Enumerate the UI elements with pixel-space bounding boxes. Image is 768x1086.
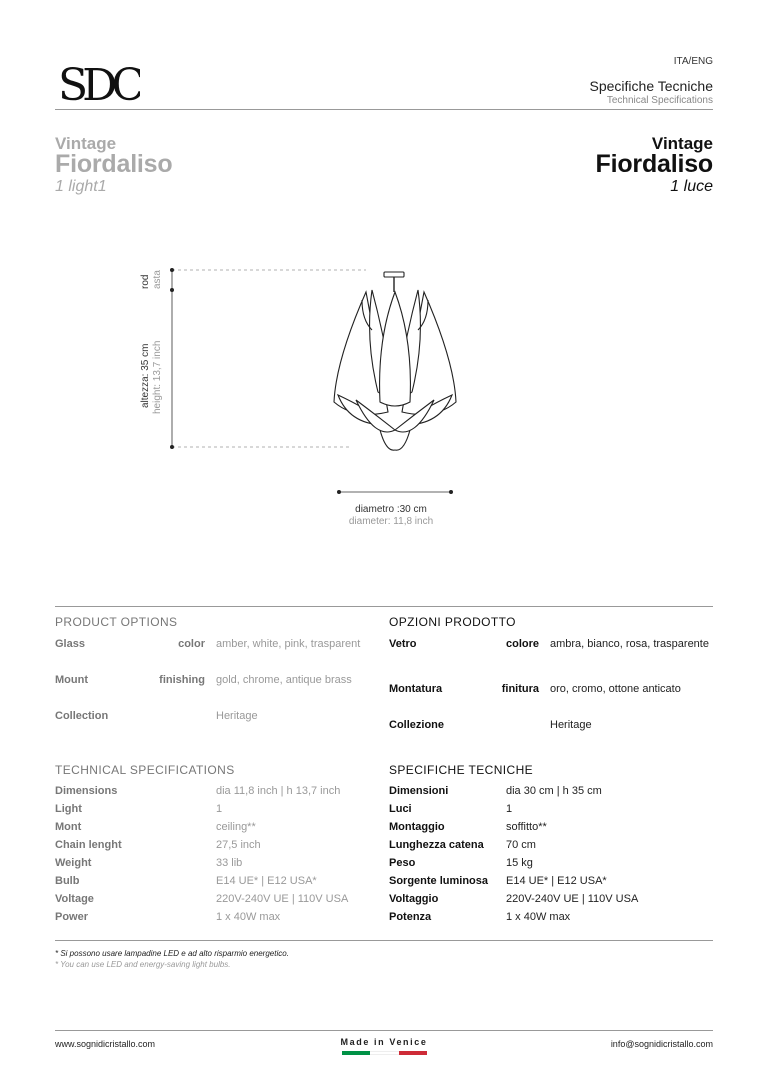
spec-value: E14 UE* | E12 USA* [216,875,317,887]
spec-label: Voltage [55,893,94,905]
spec-value: E14 UE* | E12 USA* [506,875,607,887]
spec-label: Bulb [55,875,80,887]
spec-value: 70 cm [506,839,536,851]
opzione-label: Montatura [389,683,443,695]
spec-label: Power [55,911,89,923]
flag-stripe-green [342,1051,370,1055]
opzione-value: oro, cromo, ottone anticato [550,683,681,695]
spec-label: Sorgente luminosa [389,875,489,887]
made-in-venice: Made in Venice [340,1037,428,1047]
spec-label: Voltaggio [389,893,439,905]
spec-label: Peso [389,857,416,869]
rod-label-en: asta [152,270,163,289]
height-label-it: altezza: 35 cm [140,343,151,408]
title-en-kicker: Vintage [55,134,117,153]
spec-label: Montaggio [389,821,445,833]
option-mid: color [178,638,205,650]
language-switch[interactable]: ITA/ENG [673,56,713,67]
flag-stripe-red [399,1051,427,1055]
spec-value: 220V-240V UE | 110V USA [506,893,639,905]
svg-text:SDC: SDC [58,60,140,108]
spec-label: Dimensioni [389,785,449,797]
title-it-name: Fiordaliso [595,150,713,178]
diameter-label-it: diametro :30 cm [355,504,427,515]
spec-value: 15 kg [506,857,533,869]
footnote-it: * Si possono usare lampadine LED e ad alto risparmio energetico. [55,949,289,958]
option-label: Glass [55,638,85,650]
spec-label: Dimensions [55,785,118,797]
spec-value: ceiling** [216,821,256,833]
spec-value: 220V-240V UE | 110V USA [216,893,349,905]
spec-label: Mont [55,821,82,833]
opzione-mid: finitura [501,683,539,695]
brand-logo [58,58,140,108]
spec-label: Chain lenght [55,839,122,851]
spec-value: soffitto** [506,821,547,833]
option-value: Heritage [216,710,258,722]
opzione-label: Vetro [389,638,417,650]
spec-label: Potenza [389,911,432,923]
header-divider [55,109,713,110]
opzione-mid: colore [505,638,539,650]
spec-label: Weight [55,857,92,869]
spec-value: 27,5 inch [216,839,261,851]
option-value: amber, white, pink, trasparent [216,638,361,650]
spec-value: 1 x 40W max [216,911,281,923]
title-it-kicker: Vintage [651,134,713,153]
diameter-label-en: diameter: 11,8 inch [348,516,434,527]
opzione-value: Heritage [550,719,592,731]
flag-stripe-white [370,1051,398,1055]
spec-value: 1 [506,803,513,815]
opzioni-prodotto-heading: OPZIONI PRODOTTO [389,615,516,629]
website-link[interactable]: www.sognidicristallo.com [55,1039,156,1049]
opzione-label: Collezione [389,719,445,731]
specs-divider [55,940,713,941]
height-label-en: height: 13,7 inch [152,340,163,414]
options-divider [55,606,713,607]
doc-title-it: Specifiche Tecniche [589,78,713,94]
option-label: Collection [55,710,109,722]
option-value: gold, chrome, antique brass [216,674,352,686]
footnote-en: * You can use LED and energy-saving light bulbs. [55,960,231,969]
spec-value: dia 11,8 inch | h 13,7 inch [216,785,341,797]
spec-label: Luci [389,803,412,815]
spec-value: dia 30 cm | h 35 cm [506,785,602,797]
technical-specs-heading: TECHNICAL SPECIFICATIONS [55,763,235,777]
option-label: Mount [55,674,88,686]
product-options-heading: PRODUCT OPTIONS [55,615,178,629]
spec-label: Light [55,803,82,815]
italian-flag-icon [342,1051,427,1055]
title-en-name: Fiordaliso [55,150,173,178]
spec-value: 1 x 40W max [506,911,571,923]
doc-title-en: Technical Specifications [606,95,713,106]
spec-value: 1 [216,803,223,815]
opzione-value: ambra, bianco, rosa, trasparente [550,638,709,650]
spec-label: Lunghezza catena [389,839,484,851]
title-it-sub: 1 luce [670,178,713,195]
option-mid: finishing [159,674,205,686]
email-link[interactable]: info@sognidicristallo.com [610,1039,713,1049]
spec-value: 33 lib [216,857,243,869]
rod-label-it: rod [140,274,151,289]
specifiche-tecniche-heading: SPECIFICHE TECNICHE [389,763,534,777]
title-en-sub: 1 light1 [55,178,107,195]
footer-divider [55,1030,713,1031]
chandelier-illustration [334,272,456,450]
